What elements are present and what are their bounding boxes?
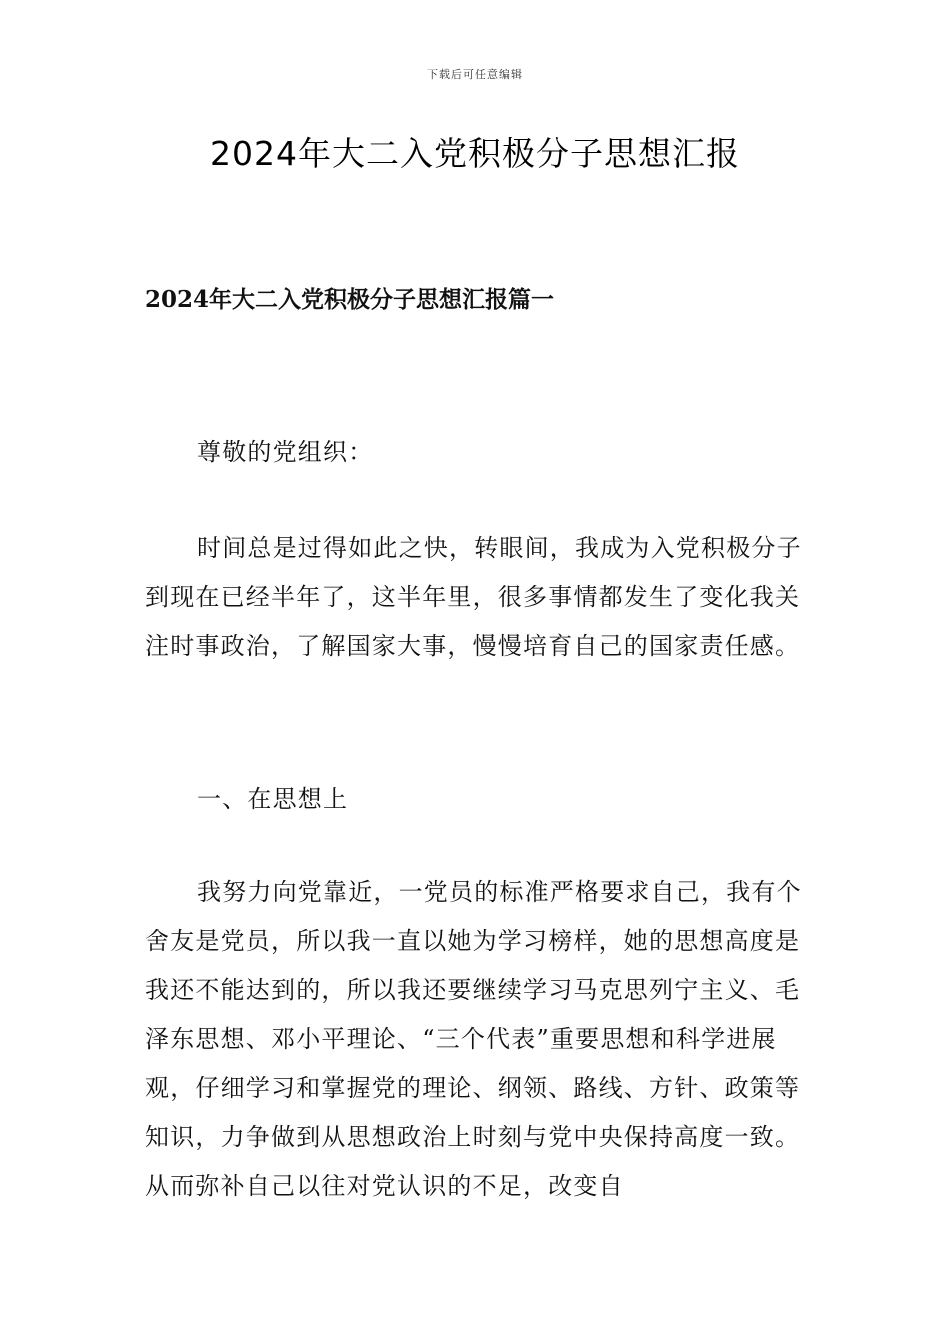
subheading-ideology: 一、在思想上 — [197, 785, 349, 813]
body-paragraph: 时间总是过得如此之快，转眼间，我成为入党积极分子到现在已经半年了，这半年里，很多事情都发生了变化我关注时事政治，了解国家大事，慢慢培育自己的国家责任感。 — [145, 534, 802, 660]
section-title: 2024年大二入党积极分子思想汇报篇一 — [145, 286, 555, 313]
document-title: 2024年大二入党积极分子思想汇报 — [210, 134, 740, 173]
salutation: 尊敬的党组织： — [197, 438, 374, 466]
header-note: 下载后可任意编辑 — [427, 68, 523, 81]
body-paragraph: 我努力向党靠近，一党员的标准严格要求自己，我有个舍友是党员，所以我一直以她为学习榜样，她的思想高度是我还不能达到的，所以我还要继续学习马克思列宁主义、毛泽东思想、邓小平理论、“三个代表”重要思想和科学进展观，仔细学习和掌握党的理论、纲领、路线、方针、政策等知识，力争做到从思想政治上时刻与党中央保持高度一致。从而弥补自己以往对党认识的不足，改变自 — [145, 878, 802, 1200]
